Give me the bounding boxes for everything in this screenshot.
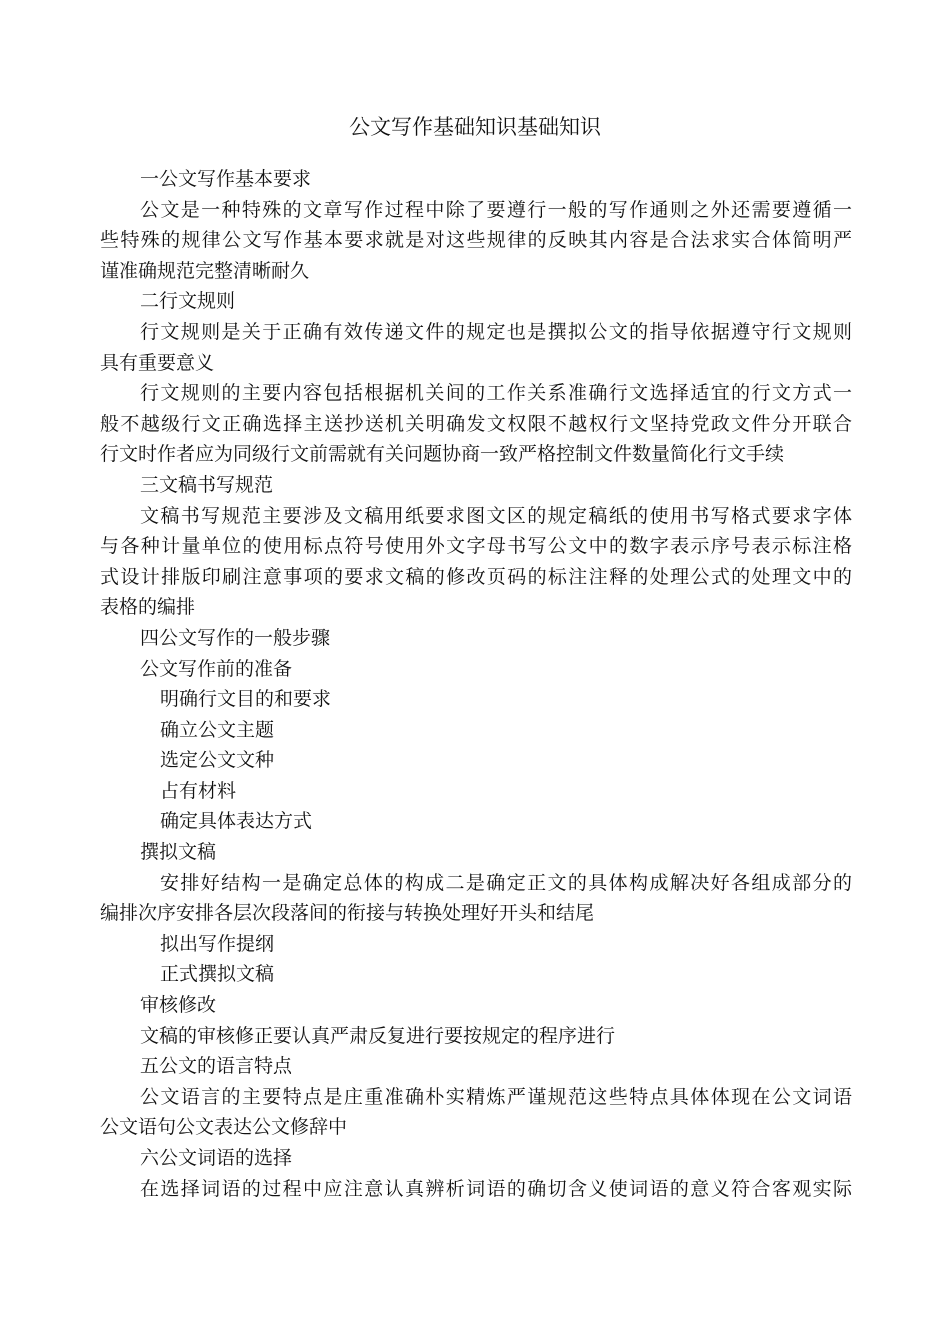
text-line: 式设计排版印刷注意事项的要求文稿的修改页码的标注注释的处理公式的处理文中的 (100, 565, 852, 588)
text-line: 行文规则的主要内容包括根据机关间的工作关系准确行文选择适宜的行文方式一 (140, 382, 852, 405)
text-line: 四公文写作的一般步骤 (140, 626, 331, 649)
text-line: 文稿书写规范主要涉及文稿用纸要求图文区的规定稿纸的使用书写格式要求字体 (140, 504, 852, 527)
document-body (100, 164, 852, 1204)
text-line: 表格的编排 (100, 596, 196, 619)
text-line: 行文时作者应为同级行文前需就有关问题协商一致严格控制文件数量简化行文手续 (100, 443, 785, 466)
text-line: 二行文规则 (140, 290, 236, 313)
text-line: 在选择词语的过程中应注意认真辨析词语的确切含义使词语的意义符合客观实际 (140, 1177, 852, 1200)
text-line: 审核修改 (140, 994, 217, 1017)
text-line: 谨准确规范完整清晰耐久 (100, 259, 310, 282)
text-line: 确立公文主题 (160, 718, 275, 741)
text-line: 六公文词语的选择 (140, 1147, 293, 1169)
text-line: 三文稿书写规范 (140, 473, 274, 496)
text-line: 明确行文目的和要求 (160, 688, 332, 711)
document-title: 公文写作基础知识基础知识 (349, 115, 601, 139)
text-line: 公文是一种特殊的文章写作过程中除了要遵行一般的写作通则之外还需要遵循一 (140, 198, 852, 221)
text-line: 五公文的语言特点 (140, 1055, 293, 1078)
text-line: 拟出写作提纲 (160, 932, 275, 955)
text-line: 占有材料 (160, 779, 237, 802)
text-line: 安排好结构一是确定总体的构成二是确定正文的具体构成解决好各组成部分的 (160, 871, 852, 894)
text-line: 选定公文文种 (160, 749, 275, 772)
text-line: 文稿的审核修正要认真严肃反复进行要按规定的程序进行 (140, 1024, 616, 1047)
text-line: 编排次序安排各层次段落间的衔接与转换处理好开头和结尾 (100, 902, 595, 925)
text-line: 公文语言的主要特点是庄重准确朴实精炼严谨规范这些特点具体体现在公文词语 (140, 1085, 852, 1108)
text-line: 撰拟文稿 (140, 841, 217, 864)
text-line: 般不越级行文正确选择主送抄送机关明确发文权限不越权行文坚持党政文件分开联合 (100, 412, 852, 435)
text-line: 具有重要意义 (100, 351, 215, 374)
text-line: 确定具体表达方式 (160, 810, 313, 833)
text-line: 正式撰拟文稿 (160, 963, 275, 986)
text-line: 行文规则是关于正确有效传递文件的规定也是撰拟公文的指导依据遵守行文规则 (140, 320, 852, 343)
text-line: 与各种计量单位的使用标点符号使用外文字母书写公文中的数字表示序号表示标注格 (100, 535, 852, 558)
text-line: 公文写作前的准备 (140, 657, 293, 680)
text-line: 一公文写作基本要求 (140, 168, 312, 190)
text-line: 公文语句公文表达公文修辞中 (100, 1116, 348, 1139)
text-line: 些特殊的规律公文写作基本要求就是对这些规律的反映其内容是合法求实合体简明严 (100, 229, 852, 252)
